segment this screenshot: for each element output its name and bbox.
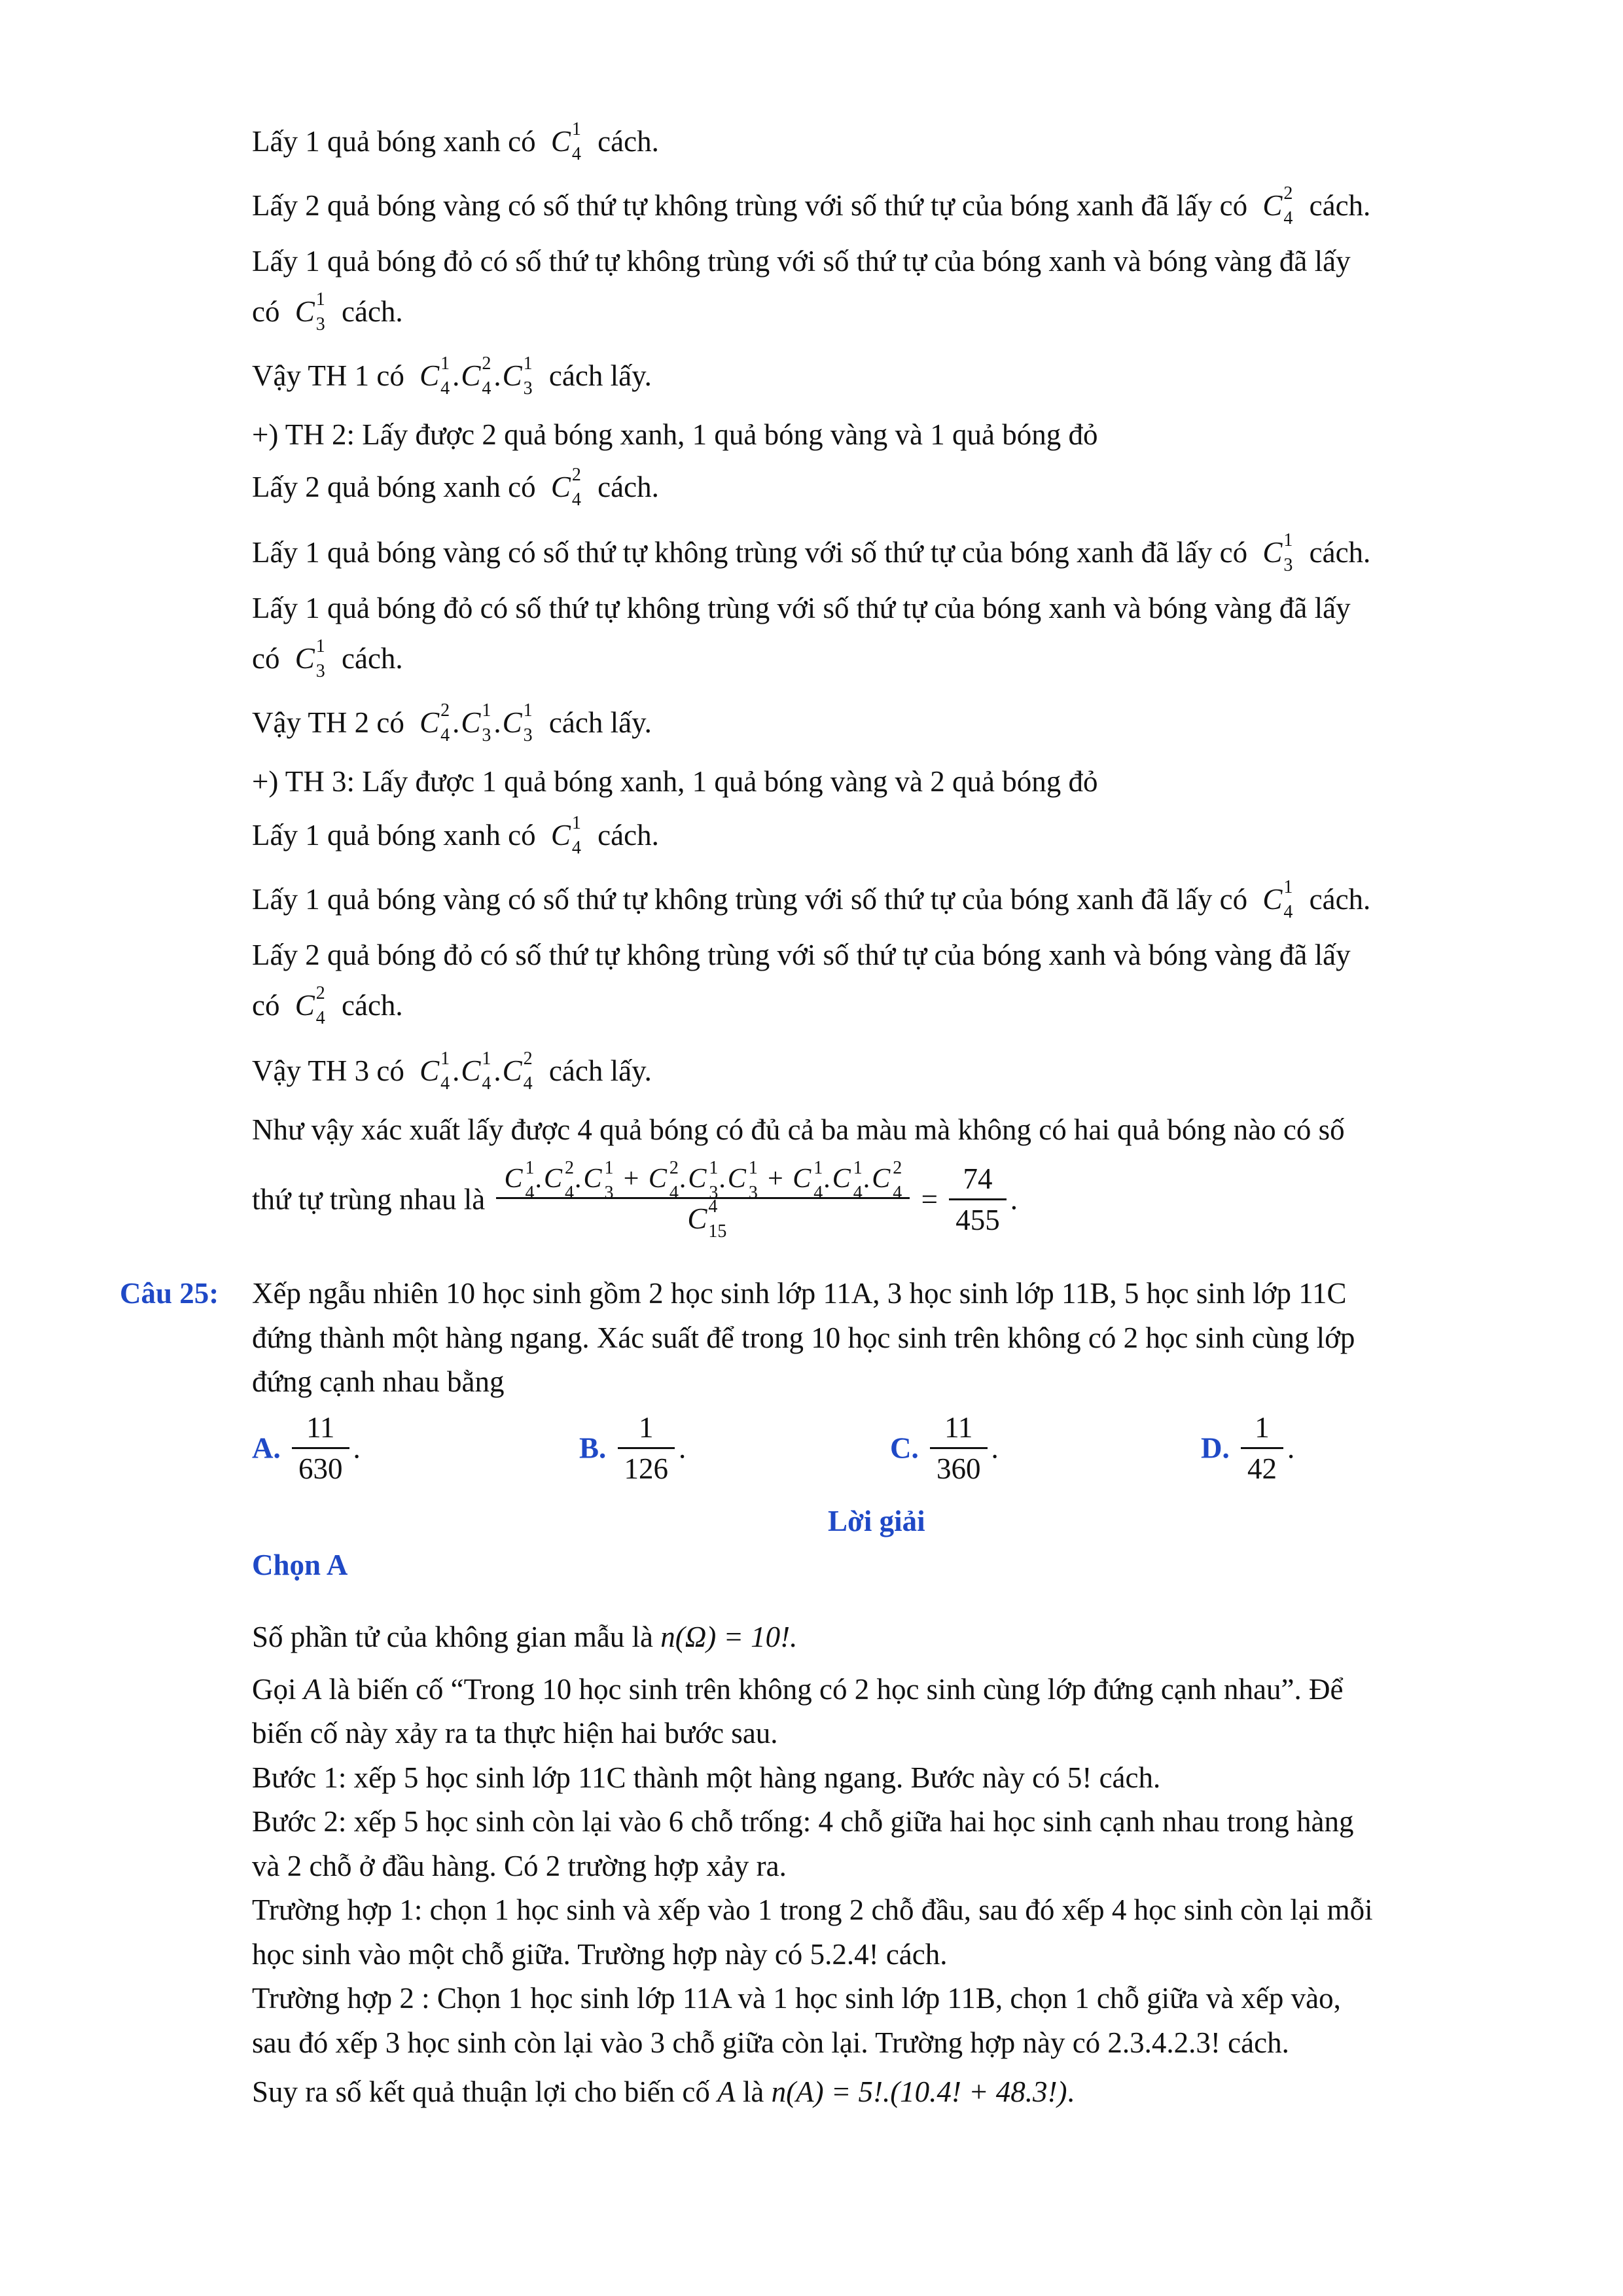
line-text: Vậy TH 2 có xyxy=(252,706,404,739)
question-text-line xyxy=(252,1321,1355,1355)
math-expression: n(A) = 5!.(10.4! + 48.3!) xyxy=(771,2075,1067,2108)
line-text: cách. xyxy=(1309,189,1371,222)
text-line xyxy=(252,938,1351,972)
text-line xyxy=(252,636,403,681)
line-text: và 2 chỗ ở đầu hàng. Có 2 trường hợp xảy ra. xyxy=(252,1850,787,1882)
line-text: Lấy 1 quả bóng xanh có xyxy=(252,819,536,852)
line-text: Lấy 1 quả bóng vàng có số thứ tự không trùng với số thứ tự của bóng xanh đã lấy có xyxy=(252,536,1248,569)
solution-line xyxy=(252,1893,1373,1927)
solution-line xyxy=(252,1672,1343,1706)
text-line xyxy=(252,244,1351,278)
text-line xyxy=(252,1049,652,1094)
line-text: cách. xyxy=(1309,536,1371,569)
math-expression: 5.2.4! xyxy=(810,1938,879,1971)
line-text: Suy ra số kết quả thuận lợi cho biến cố xyxy=(252,2075,710,2108)
answer-label: A. xyxy=(252,1431,281,1465)
text-line xyxy=(252,465,659,510)
line-text: Như vậy xác xuất lấy được 4 quả bóng có đủ cả ba màu mà không có hai quả bóng nào có số xyxy=(252,1113,1345,1146)
fraction-denominator: 126 xyxy=(624,1452,669,1485)
text-line xyxy=(252,700,652,745)
text-line xyxy=(252,289,403,334)
answer-option-b[interactable]: B. $\frac{1}{126}$ . xyxy=(579,1411,687,1485)
chosen-answer-text: Chọn A xyxy=(252,1549,348,1581)
line-text: Lấy 1 quả bóng đỏ có số thứ tự không trùng với số thứ tự của bóng xanh và bóng vàng đã lấy xyxy=(252,592,1351,624)
line-text: Bước 1: xếp 5 học sinh lớp 11C thành một hàng ngang. Bước này có xyxy=(252,1761,1060,1794)
line-text: Lấy 1 quả bóng xanh có xyxy=(252,125,536,158)
fraction-numerator: 1 xyxy=(618,1410,675,1449)
fraction-denominator: 360 xyxy=(936,1452,981,1485)
math-expression: C 1 4 xyxy=(550,119,581,164)
math-expression: C 1 4 .C 2 4 .C 1 3 xyxy=(419,353,533,399)
line-text: . xyxy=(1067,2075,1075,2108)
line-text: biến cố này xảy ra ta thực hiện hai bước sau. xyxy=(252,1717,778,1749)
line-text: thứ tự trùng nhau là xyxy=(252,1183,486,1216)
text-line xyxy=(252,813,659,858)
line-text: Lấy 2 quả bóng đỏ có số thứ tự không trùng với số thứ tự của bóng xanh và bóng vàng đã lấy xyxy=(252,939,1351,971)
text-line xyxy=(252,1113,1345,1147)
fraction-denominator: 455 xyxy=(955,1204,1000,1236)
text-line xyxy=(252,183,1371,228)
line-text: có xyxy=(252,989,280,1022)
line-text: cách. xyxy=(342,989,403,1022)
text-line: thứ tự trùng nhau là C 1 4 .C 2 4 .C 1 3 + C 2 4 .C 1 3 .C 1 3 + C 1 4 .C 1 4 .C 2 4 C 4 15 = $\frac{74}{455}$ . xyxy=(252,1158,1018,1242)
solution-line xyxy=(252,2026,1289,2060)
solution-line xyxy=(252,1716,778,1750)
answer-fraction xyxy=(1241,1410,1283,1486)
line-text: cách lấy. xyxy=(548,706,652,739)
line-text: cách. xyxy=(597,471,659,503)
solution-line xyxy=(252,1620,797,1654)
line-text: +) TH 3: Lấy được 1 quả bóng xanh, 1 quả bóng vàng và 2 quả bóng đỏ xyxy=(252,765,1098,798)
text-line xyxy=(252,591,1351,625)
question-text-line xyxy=(252,1365,505,1399)
text-line xyxy=(252,764,1098,798)
answer-label: D. xyxy=(1201,1431,1230,1465)
question-text-line xyxy=(252,1276,1347,1310)
fraction-numerator: 11 xyxy=(292,1410,349,1449)
question-text: đứng cạnh nhau bằng xyxy=(252,1365,505,1398)
question-line xyxy=(120,1276,219,1310)
solution-title-text: Lời giải xyxy=(828,1505,925,1537)
text-line xyxy=(252,119,659,164)
line-text: Trường hợp 2 : Chọn 1 học sinh lớp 11A và 1 học sinh lớp 11B, chọn 1 chỗ giữa và xếp vào, xyxy=(252,1982,1341,2015)
answer-fraction xyxy=(930,1410,988,1486)
line-text: Trường hợp 1: chọn 1 học sinh và xếp vào 1 trong 2 chỗ đầu, sau đó xếp 4 học sinh còn lại mỗi xyxy=(252,1893,1373,1926)
line-text: học sinh vào một chỗ giữa. Trường hợp này có xyxy=(252,1938,803,1971)
fraction-numerator: 11 xyxy=(930,1410,988,1449)
text-line xyxy=(252,983,403,1028)
line-text: cách. xyxy=(597,125,659,158)
answer-option-a[interactable]: A. $\frac{11}{630}$ . xyxy=(252,1411,361,1485)
line-text: Vậy TH 1 có xyxy=(252,359,404,392)
math-variable: A xyxy=(717,2075,736,2108)
answer-option-d[interactable]: D. $\frac{1}{42}$ . xyxy=(1201,1411,1295,1485)
solution-line xyxy=(252,1937,947,1971)
solution-line xyxy=(252,1981,1341,2015)
question-text: Xếp ngẫu nhiên 10 học sinh gồm 2 học sinh lớp 11A, 3 học sinh lớp 11B, 5 học sinh lớp 11C xyxy=(252,1277,1347,1310)
line-text: cách. xyxy=(885,1938,948,1971)
line-text: Gọi xyxy=(252,1673,296,1706)
line-text: là biến cố “Trong 10 học sinh trên không có 2 học sinh cùng lớp đứng cạnh nhau”. Để xyxy=(329,1673,1344,1706)
math-expression: C 1 3 xyxy=(1262,530,1293,575)
line-text: cách lấy. xyxy=(548,1054,652,1087)
fraction-denominator: 630 xyxy=(298,1452,343,1485)
line-text: Lấy 2 quả bóng xanh có xyxy=(252,471,536,503)
line-text: có xyxy=(252,295,280,328)
math-expression: n(Ω) = 10!. xyxy=(660,1621,798,1653)
text-line xyxy=(252,877,1371,922)
text-line xyxy=(252,353,652,399)
math-expression: C 1 4 .C 1 4 .C 2 4 xyxy=(419,1049,533,1094)
answer-option-c[interactable]: C. $\frac{11}{360}$ . xyxy=(890,1411,999,1485)
text-line xyxy=(252,530,1371,575)
math-expression: C 1 4 xyxy=(550,813,581,858)
math-expression: 5! xyxy=(1067,1761,1092,1794)
line-text: Bước 2: xếp 5 học sinh còn lại vào 6 chỗ trống: 4 chỗ giữa hai học sinh cạnh nhau trong hàng xyxy=(252,1805,1354,1838)
line-text: +) TH 2: Lấy được 2 quả bóng xanh, 1 quả bóng vàng và 1 quả bóng đỏ xyxy=(252,418,1098,451)
fraction-numerator: 74 xyxy=(949,1162,1007,1200)
fraction-denominator: 42 xyxy=(1247,1452,1277,1485)
line-text: có xyxy=(252,642,280,675)
line-text: cách. xyxy=(1309,883,1371,916)
line-text: là xyxy=(742,2075,764,2108)
math-expression: C 2 4 xyxy=(294,983,325,1028)
chosen-answer xyxy=(252,1548,348,1582)
answer-label: B. xyxy=(579,1431,607,1465)
result-fraction xyxy=(949,1162,1007,1237)
solution-line xyxy=(252,1761,1160,1795)
math-variable: A xyxy=(303,1673,322,1706)
answer-fraction xyxy=(618,1410,675,1486)
question-text: đứng thành một hàng ngang. Xác suất để trong 10 học sinh trên không có 2 học sinh cùng lớp xyxy=(252,1321,1355,1354)
line-text: cách. xyxy=(342,295,403,328)
answer-label: C. xyxy=(890,1431,919,1465)
math-expression: C 2 4 xyxy=(550,465,581,510)
line-text: Số phần tử của không gian mẫu là xyxy=(252,1621,654,1653)
probability-fraction: C 1 4 .C 2 4 .C 1 3 + C 2 4 .C 1 3 .C 1 3 + C 1 4 .C 1 4 .C 2 4 C 4 15 xyxy=(496,1163,910,1236)
math-expression: C 2 4 .C 1 3 .C 1 3 xyxy=(419,700,533,745)
line-text: Vậy TH 3 có xyxy=(252,1054,404,1087)
line-text: Lấy 1 quả bóng đỏ có số thứ tự không trùng với số thứ tự của bóng xanh và bóng vàng đã lấy xyxy=(252,245,1351,278)
solution-line xyxy=(252,1804,1353,1839)
math-expression: C 1 3 xyxy=(294,289,325,334)
math-expression: C 2 4 xyxy=(1262,183,1293,228)
solution-line xyxy=(252,1849,787,1883)
line-text: cách. xyxy=(597,819,659,852)
math-expression: 2.3.4.2.3! xyxy=(1107,2026,1221,2059)
math-expression: C 1 3 xyxy=(294,636,325,681)
solution-line xyxy=(252,2075,1075,2109)
text-line xyxy=(252,418,1098,452)
line-text: cách. xyxy=(1228,2026,1289,2059)
answer-fraction xyxy=(292,1410,349,1486)
line-text: cách. xyxy=(342,642,403,675)
line-text: Lấy 2 quả bóng vàng có số thứ tự không trùng với số thứ tự của bóng xanh đã lấy có xyxy=(252,189,1248,222)
fraction-numerator: 1 xyxy=(1241,1410,1283,1449)
math-expression: C 1 4 xyxy=(1262,877,1293,922)
line-text: cách. xyxy=(1099,1761,1161,1794)
question-label: Câu 25: xyxy=(120,1277,219,1310)
line-text: sau đó xếp 3 học sinh còn lại vào 3 chỗ giữa còn lại. Trường hợp này có xyxy=(252,2026,1101,2059)
line-text: cách lấy. xyxy=(548,359,652,392)
line-text: Lấy 1 quả bóng vàng có số thứ tự không trùng với số thứ tự của bóng xanh đã lấy có xyxy=(252,883,1248,916)
solution-title xyxy=(828,1504,925,1538)
